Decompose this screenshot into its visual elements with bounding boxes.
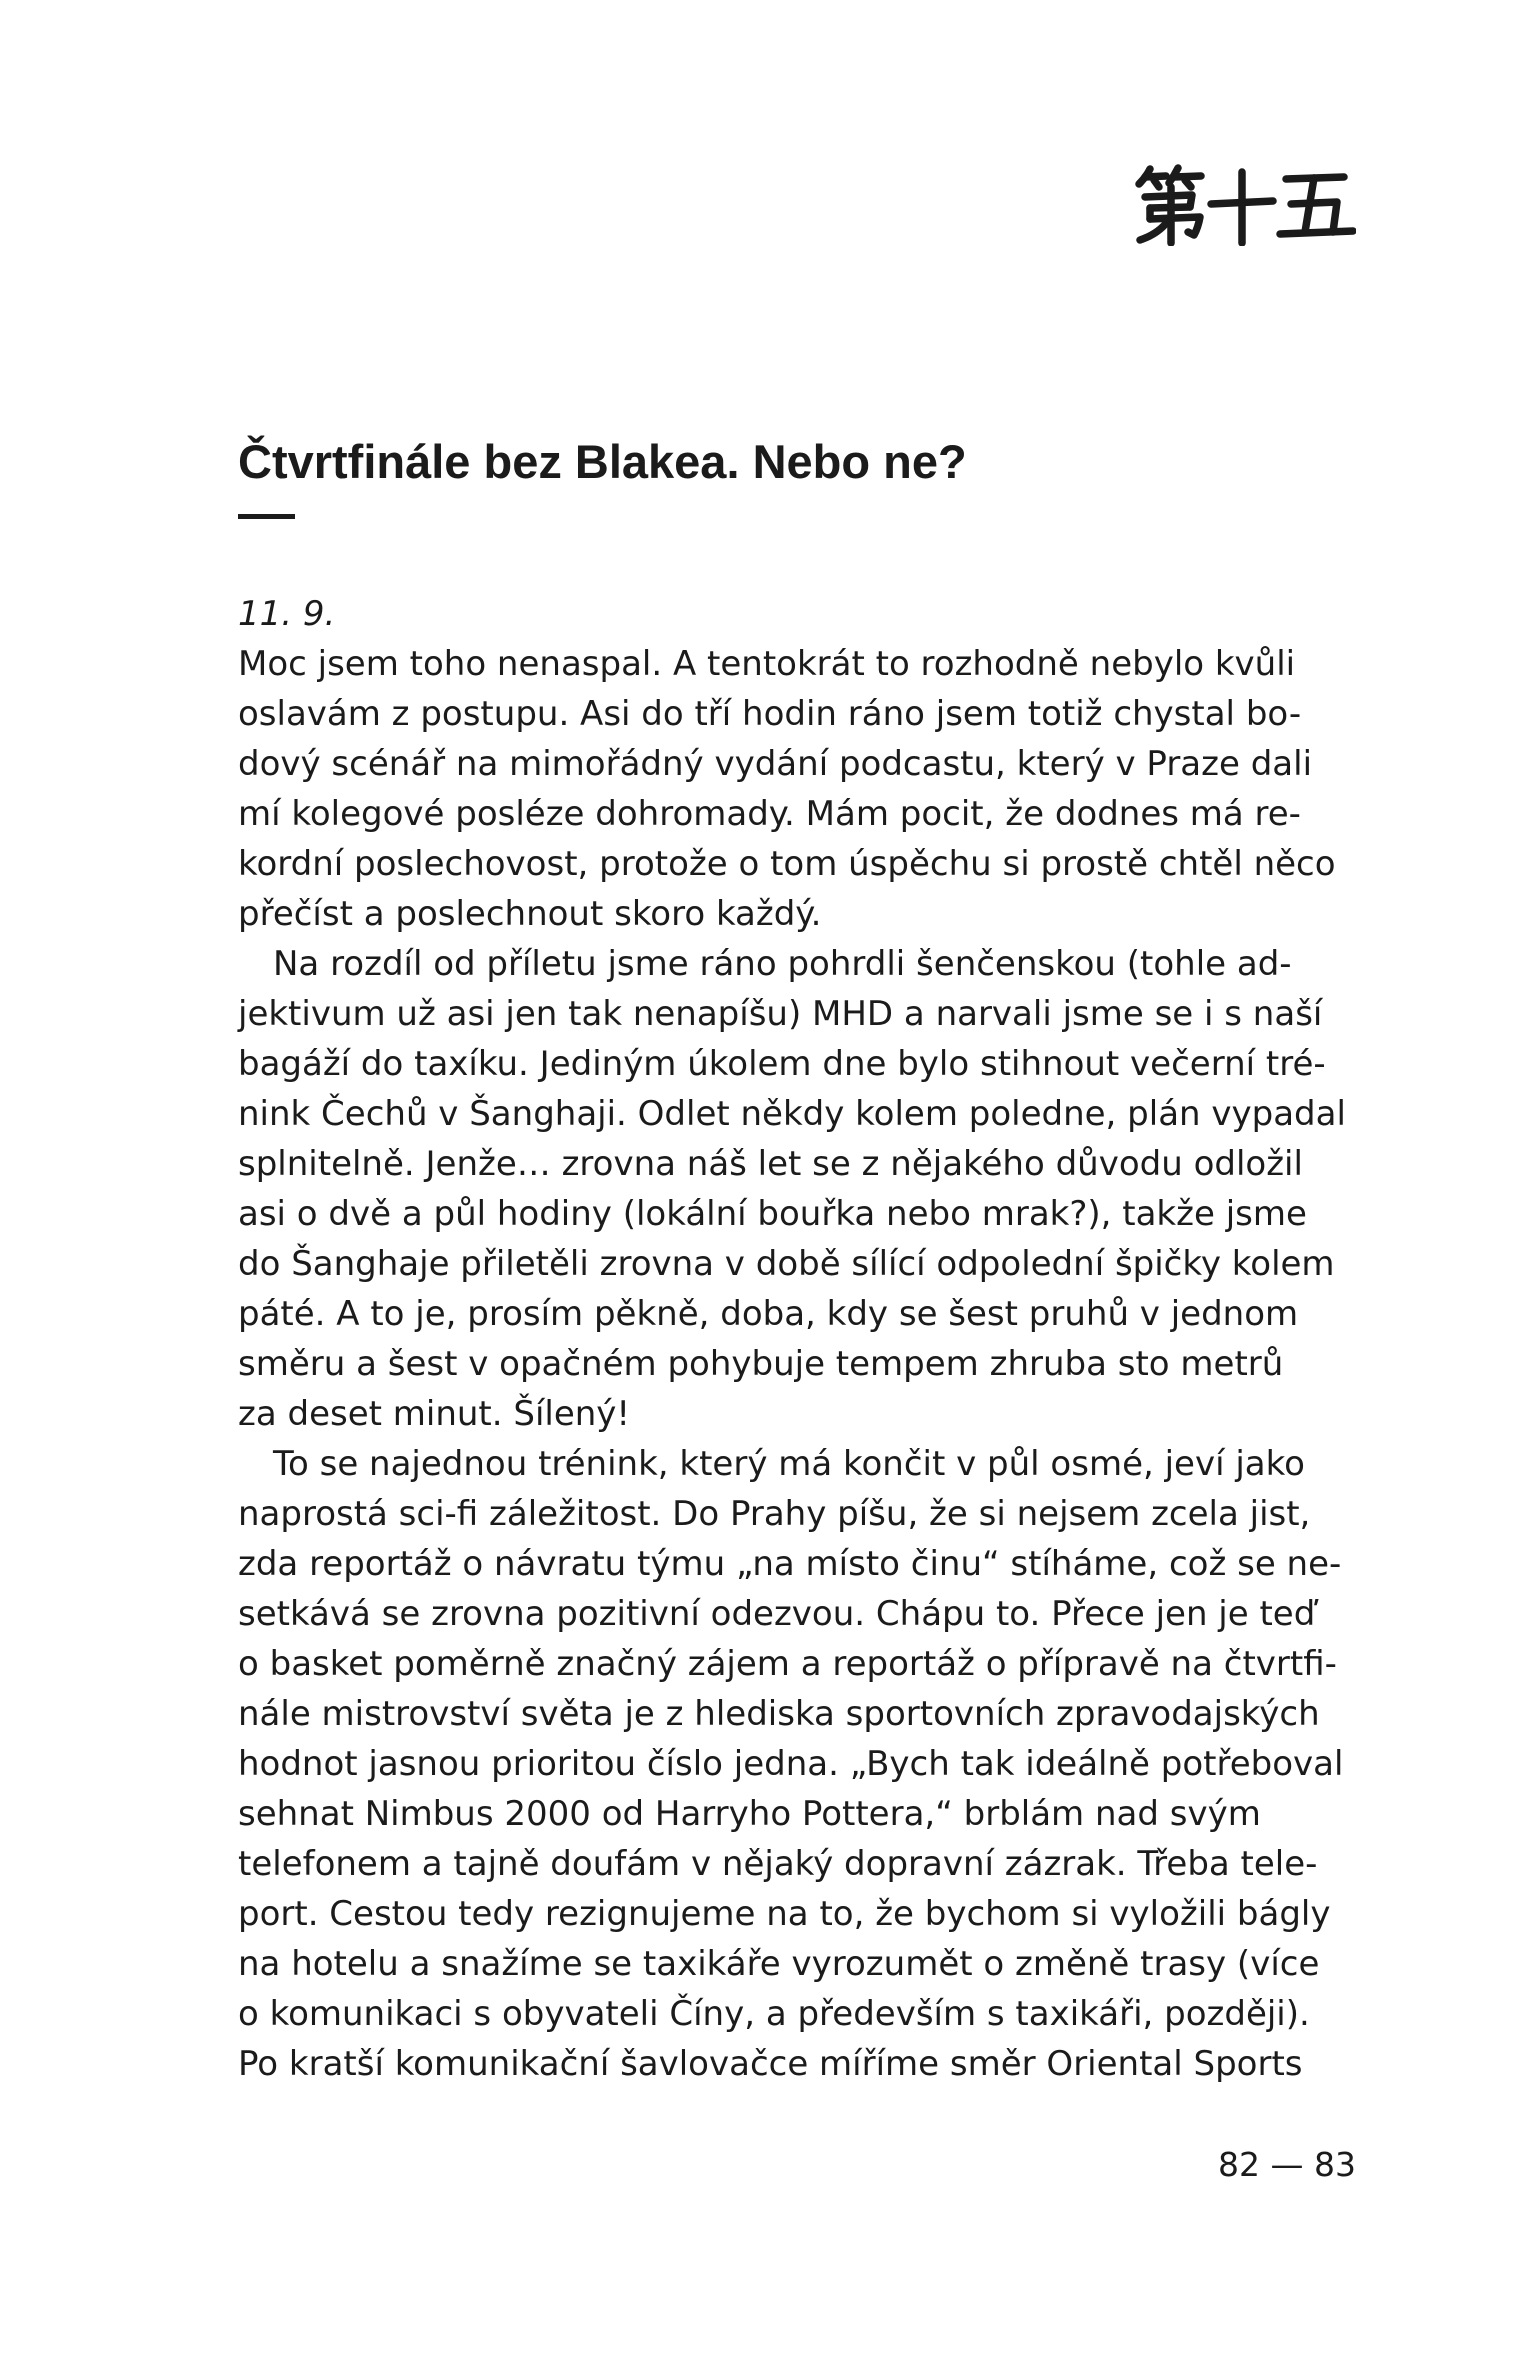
text-line: port. Cestou tedy rezignujeme na to, že bychom si vyložili bágly bbox=[238, 1894, 1331, 1934]
text-line: o komunikaci s obyvateli Číny, a především s taxikáři, později). bbox=[238, 1994, 1310, 2034]
text-line: kordní poslechovost, protože o tom úspěchu si prostě chtěl něco bbox=[238, 844, 1336, 884]
chapter-number bbox=[1134, 164, 1356, 246]
chapter-glyph-wu bbox=[1280, 177, 1353, 234]
text-line: hodnot jasnou prioritou číslo jedna. „Bych tak ideálně potřeboval bbox=[238, 1744, 1344, 1784]
title-rule bbox=[238, 514, 295, 519]
text-line: zda reportáž o návratu týmu „na místo činu“ stíháme, což se ne- bbox=[238, 1544, 1342, 1584]
chapter-body bbox=[238, 589, 1418, 2089]
text-line: přečíst a poslechnout skoro každý. bbox=[238, 894, 822, 934]
text-line: nále mistrovství světa je z hlediska sportovních zpravodajských bbox=[238, 1694, 1320, 1734]
text-line: setkává se zrovna pozitivní odezvou. Chápu to. Přece jen je teď bbox=[238, 1594, 1316, 1634]
paragraph bbox=[238, 1439, 1418, 2089]
text-line: páté. A to je, prosím pěkně, doba, kdy se šest pruhů v jednom bbox=[238, 1294, 1299, 1334]
glyph-stroke bbox=[1280, 231, 1353, 234]
text-line: Po kratší komunikační šavlovačce míříme směr Oriental Sports bbox=[238, 2044, 1303, 2084]
entry-date: 11. 9. bbox=[238, 594, 336, 634]
text-line: bagáží do taxíku. Jediným úkolem dne bylo stihnout večerní tré- bbox=[238, 1044, 1326, 1084]
text-line: naprostá sci-fi záležitost. Do Prahy píšu, že si nejsem zcela jist, bbox=[238, 1494, 1311, 1534]
paragraph bbox=[238, 939, 1418, 1439]
page-numbers: 82 — 83 bbox=[1218, 2145, 1356, 2184]
text-line: oslavám z postupu. Asi do tří hodin ráno jsem totiž chystal bo- bbox=[238, 694, 1302, 734]
text-line: Moc jsem toho nenaspal. A tentokrát to rozhodně nebylo kvůli bbox=[238, 644, 1296, 684]
text-line: telefonem a tajně doufám v nějaký dopravní zázrak. Třeba tele- bbox=[238, 1844, 1318, 1884]
text-line: Na rozdíl od příletu jsme ráno pohrdli šenčenskou (tohle ad- bbox=[273, 944, 1292, 984]
text-line: mí kolegové posléze dohromady. Mám pocit, že dodnes má re- bbox=[238, 794, 1301, 834]
glyph-stroke bbox=[1174, 176, 1201, 177]
text-line: na hotelu a snažíme se taxikáře vyrozumět o změně trasy (více bbox=[238, 1944, 1320, 1984]
chapter-glyph-shi bbox=[1211, 172, 1273, 243]
text-line: splnitelně. Jenže… zrovna náš let se z nějakého důvodu odložil bbox=[238, 1144, 1303, 1184]
text-line: asi o dvě a půl hodiny (lokální bouřka nebo mrak?), takže jsme bbox=[238, 1194, 1307, 1234]
glyph-stroke bbox=[1140, 221, 1168, 240]
paragraph bbox=[238, 639, 1418, 939]
text-line: jektivum už asi jen tak nenapíšu) MHD a narvali jsme se i s naší bbox=[238, 994, 1323, 1034]
text-line: To se najednou trénink, který má končit v půl osmé, jeví jako bbox=[273, 1444, 1305, 1484]
text-line: sehnat Nimbus 2000 od Harryho Pottera,“ brblám nad svým bbox=[238, 1794, 1261, 1834]
text-line: směru a šest v opačném pohybuje tempem zhruba sto metrů bbox=[238, 1344, 1284, 1384]
text-line: dový scénář na mimořádný vydání podcastu, který v Praze dali bbox=[238, 744, 1313, 784]
glyph-stroke bbox=[1154, 180, 1159, 187]
chapter-title: Čtvrtfinále bez Blakea. Nebo ne? bbox=[238, 435, 967, 488]
chapter-glyph-di bbox=[1139, 168, 1201, 243]
text-line: do Šanghaje přiletěli zrovna v době sílící odpolední špičky kolem bbox=[238, 1244, 1335, 1284]
glyph-stroke bbox=[1291, 202, 1337, 232]
glyph-stroke bbox=[1185, 180, 1191, 187]
text-line: za deset minut. Šílený! bbox=[238, 1394, 631, 1434]
text-line: nink Čechů v Šanghaji. Odlet někdy kolem poledne, plán vypadal bbox=[238, 1094, 1346, 1134]
text-line: o basket poměrně značný zájem a reportáž o přípravě na čtvrtfi- bbox=[238, 1644, 1337, 1684]
